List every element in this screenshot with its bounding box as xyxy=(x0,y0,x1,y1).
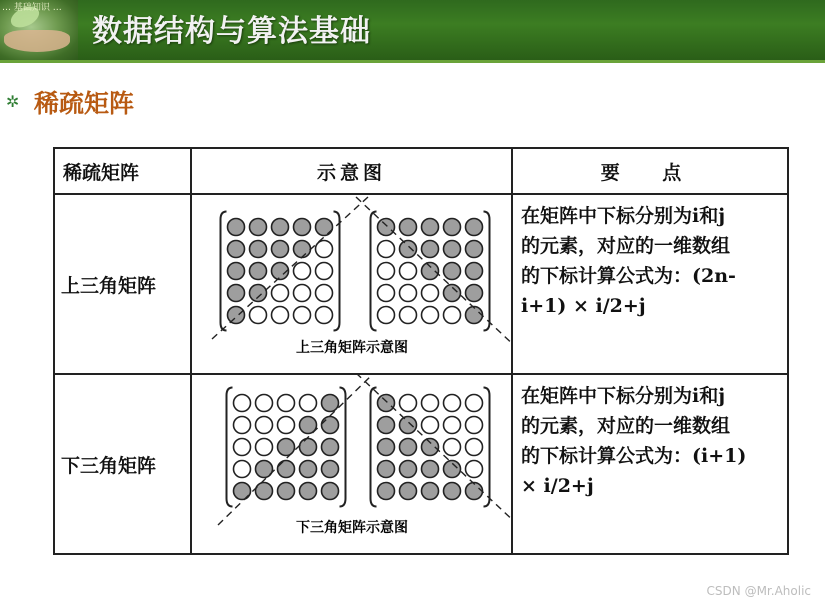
matrix-element-dot xyxy=(272,219,289,236)
row-desc-upper xyxy=(512,194,788,374)
matrix-element-dot xyxy=(466,307,483,324)
matrix-element-dot xyxy=(378,263,395,280)
matrix-element-dot xyxy=(444,219,461,236)
matrix-right-bracket xyxy=(484,212,490,331)
matrix-element-dot xyxy=(234,483,251,500)
upper-triangular-diagram xyxy=(192,195,511,373)
lower-triangular-diagram xyxy=(192,375,511,553)
desc-line: × i/2+j xyxy=(521,475,594,497)
matrix-element-dot xyxy=(322,417,339,434)
desc-line: 的元素，对应的一维数组 xyxy=(521,415,731,437)
matrix-element-dot xyxy=(444,483,461,500)
matrix-element-dot xyxy=(256,417,273,434)
matrix-element-dot xyxy=(444,263,461,280)
matrix-element-dot xyxy=(228,307,245,324)
matrix-left-bracket xyxy=(221,212,227,331)
matrix-element-dot xyxy=(400,241,417,258)
matrix-element-dot xyxy=(228,219,245,236)
matrix-element-dot xyxy=(378,417,395,434)
matrix-element-dot xyxy=(256,439,273,456)
matrix-element-dot xyxy=(272,307,289,324)
matrix-element-dot xyxy=(378,219,395,236)
matrix-element-dot xyxy=(378,285,395,302)
matrix-element-dot xyxy=(422,395,439,412)
table-header-row xyxy=(54,148,788,194)
matrix-element-dot xyxy=(250,263,267,280)
row-desc-lower xyxy=(512,374,788,554)
matrix-element-dot xyxy=(444,417,461,434)
matrix-element-dot xyxy=(250,241,267,258)
csdn-watermark: CSDN @Mr.Aholic xyxy=(706,584,811,598)
matrix-element-dot xyxy=(466,439,483,456)
matrix-element-dot xyxy=(400,219,417,236)
matrix-element-dot xyxy=(256,483,273,500)
matrix-element-dot xyxy=(300,395,317,412)
matrix-element-dot xyxy=(466,285,483,302)
matrix-element-dot xyxy=(234,395,251,412)
col-header-type: 稀疏矩阵 xyxy=(54,148,191,194)
matrix-element-dot xyxy=(466,241,483,258)
matrix-element-dot xyxy=(422,263,439,280)
matrix-element-dot xyxy=(294,307,311,324)
hands-icon xyxy=(4,30,70,52)
matrix-element-dot xyxy=(300,483,317,500)
matrix-element-dot xyxy=(294,285,311,302)
col-header-points: 要 点 xyxy=(512,148,788,194)
matrix-element-dot xyxy=(322,395,339,412)
header-small-text: … 基础知识 … xyxy=(2,3,62,13)
matrix-element-dot xyxy=(378,483,395,500)
matrix-element-dot xyxy=(400,307,417,324)
matrix-element-dot xyxy=(278,461,295,478)
row-name-upper: 上三角矩阵 xyxy=(54,194,191,374)
matrix-element-dot xyxy=(466,483,483,500)
matrix-element-dot xyxy=(444,461,461,478)
table-row xyxy=(54,374,788,554)
matrix-element-dot xyxy=(316,307,333,324)
matrix-element-dot xyxy=(378,461,395,478)
matrix-left-bracket xyxy=(371,388,377,507)
diagram-caption: 下三角矩阵示意图 xyxy=(296,520,408,536)
matrix-element-dot xyxy=(378,395,395,412)
matrix-element-dot xyxy=(444,285,461,302)
matrix-element-dot xyxy=(466,395,483,412)
matrix-element-dot xyxy=(316,263,333,280)
matrix-element-dot xyxy=(250,307,267,324)
desc-line: i+1) × i/2+j xyxy=(521,295,646,317)
matrix-element-dot xyxy=(422,439,439,456)
matrix-element-dot xyxy=(316,285,333,302)
matrix-element-dot xyxy=(234,417,251,434)
row-name-lower: 下三角矩阵 xyxy=(54,374,191,554)
desc-line: 在矩阵中下标分别为i和j xyxy=(521,385,726,407)
matrix-element-dot xyxy=(256,395,273,412)
matrix-element-dot xyxy=(466,461,483,478)
matrix-element-dot xyxy=(300,461,317,478)
matrix-element-dot xyxy=(234,439,251,456)
slide-header xyxy=(0,0,825,60)
desc-line: 的下标计算公式为：(2n- xyxy=(521,265,736,287)
matrix-element-dot xyxy=(316,241,333,258)
matrix-element-dot xyxy=(444,307,461,324)
matrix-element-dot xyxy=(400,263,417,280)
matrix-element-dot xyxy=(378,439,395,456)
matrix-element-dot xyxy=(250,285,267,302)
desc-line: 的元素，对应的一维数组 xyxy=(521,235,731,257)
matrix-right-bracket xyxy=(484,388,490,507)
matrix-element-dot xyxy=(322,461,339,478)
matrix-element-dot xyxy=(466,417,483,434)
matrix-element-dot xyxy=(444,395,461,412)
matrix-element-dot xyxy=(250,219,267,236)
col-header-diagram: 示意图 xyxy=(191,148,512,194)
gear-bullet-icon: ✲ xyxy=(6,92,20,111)
matrix-element-dot xyxy=(322,439,339,456)
matrix-element-dot xyxy=(422,483,439,500)
matrix-element-dot xyxy=(400,395,417,412)
matrix-element-dot xyxy=(278,395,295,412)
matrix-right-bracket xyxy=(334,212,340,331)
matrix-element-dot xyxy=(278,483,295,500)
table-row xyxy=(54,194,788,374)
matrix-element-dot xyxy=(400,417,417,434)
sparse-matrix-table xyxy=(53,147,789,555)
lower-triangular-diagram-cell xyxy=(191,374,512,554)
matrix-element-dot xyxy=(228,263,245,280)
header-divider xyxy=(0,60,825,63)
section-title: 稀疏矩阵 xyxy=(34,89,135,118)
matrix-element-dot xyxy=(422,461,439,478)
diagram-caption: 上三角矩阵示意图 xyxy=(296,340,408,356)
matrix-element-dot xyxy=(300,439,317,456)
matrix-element-dot xyxy=(294,263,311,280)
desc-line: 在矩阵中下标分别为i和j xyxy=(521,205,726,227)
matrix-left-bracket xyxy=(371,212,377,331)
section-heading xyxy=(6,84,134,120)
matrix-element-dot xyxy=(378,241,395,258)
matrix-element-dot xyxy=(322,483,339,500)
matrix-element-dot xyxy=(272,285,289,302)
matrix-element-dot xyxy=(400,439,417,456)
matrix-element-dot xyxy=(466,219,483,236)
matrix-element-dot xyxy=(400,461,417,478)
upper-triangular-diagram-cell xyxy=(191,194,512,374)
matrix-element-dot xyxy=(422,307,439,324)
matrix-element-dot xyxy=(228,241,245,258)
matrix-element-dot xyxy=(278,417,295,434)
matrix-element-dot xyxy=(278,439,295,456)
matrix-element-dot xyxy=(466,263,483,280)
matrix-element-dot xyxy=(400,285,417,302)
matrix-element-dot xyxy=(422,219,439,236)
desc-line: 的下标计算公式为：(i+1) xyxy=(521,445,747,467)
matrix-element-dot xyxy=(422,285,439,302)
slide-title: 数据结构与算法基础 xyxy=(92,14,371,49)
matrix-element-dot xyxy=(444,241,461,258)
matrix-element-dot xyxy=(316,219,333,236)
matrix-element-dot xyxy=(294,219,311,236)
matrix-left-bracket xyxy=(227,388,233,507)
matrix-element-dot xyxy=(422,241,439,258)
matrix-element-dot xyxy=(444,439,461,456)
matrix-element-dot xyxy=(272,241,289,258)
matrix-element-dot xyxy=(422,417,439,434)
matrix-element-dot xyxy=(228,285,245,302)
matrix-element-dot xyxy=(378,307,395,324)
matrix-element-dot xyxy=(400,483,417,500)
matrix-element-dot xyxy=(294,241,311,258)
matrix-element-dot xyxy=(234,461,251,478)
